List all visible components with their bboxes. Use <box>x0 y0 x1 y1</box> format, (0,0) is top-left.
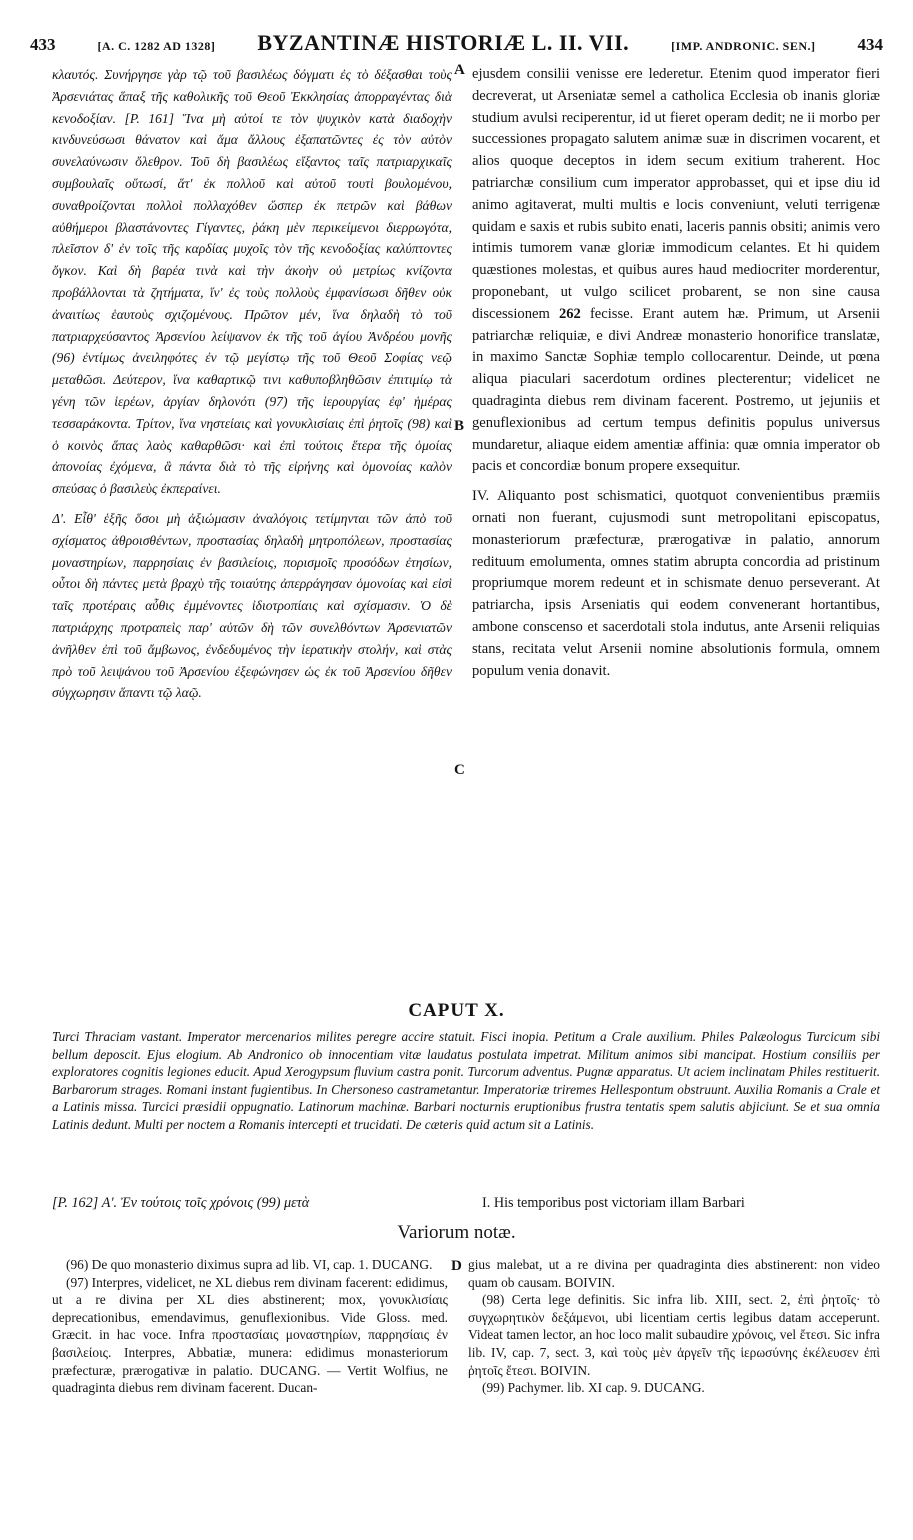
notes-heading: Variorum notæ. <box>397 1222 516 1243</box>
chapter-summary: Turci Thraciam vastant. Imperator mercenarios milites peregre accire statuit. Fisci inopia. Petitum a Crale auxilium. Philes Palæologus Turcicum sibi bellum deposcit. Ejus elogium. Ab Andronico ob innocentiam vitæ laudatus postulata impetrat. Militum animos sibi mancipat. Hostium consiliis per exploratores cognitis legiones educit. Apud Xerogypsum fluvium castra ponit. Turcorum adventus. Pugnæ apparatus. Ut aciem inclinatam Philes restituerit. Barbarorum strages. Romani instant fugientibus. In Chersoneso castrametantur. Imperatoriæ triremes Hellespontum obstruunt. Auxilia Romanis a Crale et a Latinis missa. Turcici præsidii oppugnatio. Latinorum machinæ. Barbari nocturnis eruptionibus frustra tentatis spem salutis abjiciunt. Se et sua omnia Latinis dedunt. Multi per noctem a Romanis intercepti et trucidati. De cæteris quid actum sit a Latinis. <box>52 1029 880 1132</box>
notes-right-column <box>468 1256 880 1397</box>
emperor-tag: [IMP. ANDRONIC. SEN.] <box>671 39 816 53</box>
note-97: (97) Interpres, videlicet, ne XL diebus rem divinam facerent: edidimus, ut a re divina per XL dies abstinerent; mox, γονυκλισίαις deprecationibus, emendavimus, genuflexionibus. Vide Gloss. med. Græcit. in hac voce. Infra προστασίαις μοναστηρίων, παρρησίαις ἐν βασιλείοις. Interpres, Abbatiæ, munera: edidimus monasteriorum præfecturæ, prærogativæ in palatio. DUCANG. — Vertit Wolfius, ne quadraginta diebus rem divinam facerent. Ducan- <box>52 1274 448 1396</box>
note-97-continued: gius malebat, ut a re divina per quadraginta dies abstinerent: non video quam ob causam. BOIVIN. <box>468 1257 880 1290</box>
greek-paragraph-2: Δ'. Εἶθ' ἑξῆς ὅσοι μὴ ἀξιώμασιν ἀναλόγοις τετίμηνται τῶν ἀπὸ τοῦ σχίσματος ἀθροισθέντων, προστασίας δηλαδὴ μητροπόλεων, προστασίας μοναστηρίων, παρρησίαις ἐν βασιλείοις, πορισμοῖς προσόδων ἐτησίων, οὗτοι δὴ πάντες μετὰ βραχὺ τῆς τοιαύτης ἀπερράγησαν ὁμονοίας καὶ εἰσὶ ταῖς προτέραις αὖθις ἐμμένοντες ἰδιοτροπίαις καὶ σχίσμασιν. Ὁ δὲ πατριάρχης προτραπεὶς παρ' αὐτῶν δὴ τῶν συνελθόντων Ἀρσενιατῶν ἀνῆλθεν ἐπὶ τοῦ ἄμβωνος, ἐνδεδυμένος τὴν ἱερατικὴν στολήν, καὶ στὰς πρὸ τοῦ λειψάνου τοῦ Ἀρσενίου ἐξεφώνησεν ὡς ἐκ τοῦ Ἀρσενίου δῆθεν σύγχωρησιν ἅπαντι τῷ λαῷ. <box>52 510 452 701</box>
running-title: BYZANTINÆ HISTORIÆ L. II. VII. <box>257 30 630 55</box>
page-marker: 262 <box>558 305 581 322</box>
note-99: (99) Pachymer. lib. XI cap. 9. DUCANG. <box>482 1380 705 1396</box>
margin-marker-c: C <box>454 762 465 778</box>
note-98: (98) Certa lege definitis. Sic infra lib. XIII, sect. 2, ἐπὶ ῥητοῖς· τὸ συγχωρητικὸν δεξάμενοι, ubi licentiam certis legibus datam acceperunt. Videat tamen lector, an hoc loco malit subaudire χρόνοις, vel ἔτεσι. Sic infra lib. IV, cap. 7, sect. 3, καὶ τοὺς μὲν ἀργεῖν τῆς ἱερωσύνης ἐκέλευσεν ἐπὶ ῥητοῖς ἔτεσι. BOIVIN. <box>468 1292 880 1378</box>
date-range: [A. C. 1282 AD 1328] <box>97 39 216 53</box>
latin-paragraph-2: IV. Aliquanto post schismatici, quotquot convenientibus præmiis ornati non fuerant, cujusmodi sunt metropolitani episcopatus, monasteriorum præfecturæ, prærogativæ in palatio, annorum redituum emolumenta, omnes statim abrupta concordia ad pristinum propriumque morem redeunt et in schismate denuo perseverant. At patriarcha, ipsis Arseniatis qui eodem convenerant hortantibus, ambone conscenso et sacerdotali stola indutus, ante Arsenii reliquias stans, recitata velut Arsenii nomine absolutionis formula, omnem populum venia donavit. <box>472 488 880 679</box>
page-number-right: 434 <box>857 35 883 54</box>
running-header <box>30 30 883 60</box>
margin-marker-d: D <box>451 1258 462 1274</box>
latin-paragraph-1b: fecisse. Erant autem hæ. Primum, ut Arsenii patriarchæ reliquiæ, e divi Andreæ monasterio honorifice translatæ, in maximo Sanctæ Sophiæ templo collocarentur. Deinde, ut pœna aliqua piaculari sacerdotum ordines plecterentur; videlicet ne quadraginta diebus rem divinam facerent. Postremo, ut jejuniis et genuflexionibus ad certum tempus definitis populus universus mundaretur, aliaque eidem amentiæ affinia: quæ omnia imperator ob pacis et concordiæ bonum propere exsequitur. <box>472 305 880 475</box>
chapter-heading: CAPUT X. <box>408 1000 505 1021</box>
latin-paragraph-1 <box>472 64 880 478</box>
note-96: (96) De quo monasterio diximus supra ad lib. VI, cap. 1. DUCANG. <box>66 1257 433 1272</box>
greek-paragraph-1: κλαυτός. Συνήργησε γὰρ τῷ τοῦ βασιλέως δόγματι ἐς τὸ δέξασθαι τοὺς Ἀρσενιάτας ἅπαξ τῆς καθολικῆς τοῦ Θεοῦ Ἐκκλησίας ἀπορραγέντας διὰ κενοδοξίαν. [P. 161] Ἵνα μὴ αὐτοί τε τὸν ψυχικὸν κατὰ διαδοχὴν κινδυνεύσωσι θάνατον καὶ ἅμα ἄλλους ἐξαπατῶντες ἐς τὸν αὐτὸν συνελαύνωσιν ὄλεθρον. Τοῦ δὴ βασιλέως εἴξαντος ταῖς πατριαρχικαῖς συμβουλαῖς οὕτωσί, ἅτ' ἐκ πολλοῦ καὶ αὐτοῦ τουτὶ βουλομένου, συναθροίζονται πολλοὶ πολλαχόθεν ὥσπερ ἐκ πετρῶν καὶ βάθων αὐθήμεροι βλαστάνοντες Γίγαντες, ῥάκη μὲν περικείμενοι διερρωγότα, πλεῖστον δ' ἐν τοῖς τῆς καρδίας μυχοῖς τὸν τῆς κενοδοξίας καλύπτοντες ὄγκον. Καὶ δὴ βαρέα τινὰ καὶ τὴν ἀκοὴν οὐ μετρίως κνίζοντα προβάλλονται τὰ ζητήματα, ἵν' ἐς τοὺς πολλοὺς ἐμφανίσωσι δῆθεν οὐκ ἀναιτίως ἑαυτοὺς σχιζομένους. Πρῶτον μέν, ἵνα δηλαδὴ τὸ τοῦ πατριαρχεύσαντος Ἀρσενίου λείψανον ἐκ τῆς τοῦ ἁγίου Ἀνδρέου μονῆς (96) ἐντίμως ἀνειληφότες ἐν τῷ μεγίστῳ τῆς τοῦ Θεοῦ Σοφίας νεῷ μεταθῶσι. Δεύτερον, ἵνα καθαρτικῷ τινι καθυποβληθῶσιν ἐπιτιμίῳ τὰ γένη τῶν ἱερέων, ἀργίαν δηλονότι (97) τῆς ἱερουργίας ἐφ' ἡμέρας τεσσαράκοντα. Τρίτον, ἵνα νηστείαις καὶ γονυκλισίαις ἐπὶ ῥητοῖς (98) καὶ ὁ κοινὸς ἅπας λαὸς καθαρθῶσι· καὶ ἐπὶ τούτοις ἕτερα τῆς ὁμοίας ἀπονοίας ἐχόμενα, ἃ πάντα διὰ τὸ τῆς εἰρήνης καὶ ὁμονοίας καλὸν σπεύσας ὁ βασιλεὺς ἐκπεραίνει. <box>52 67 452 497</box>
latin-chapter-start: I. His temporibus post victoriam illam Barbari <box>482 1195 745 1211</box>
page-number-left: 433 <box>30 35 56 54</box>
latin-column <box>472 64 880 990</box>
greek-chapter-start: [P. 162] Α'. Ἐν τούτοις τοῖς χρόνοις (99) μετὰ <box>52 1195 310 1211</box>
latin-paragraph-1a: ejusdem consilii venisse ere lederetur. Etenim quod imperator fieri decreverat, ut Arseniatæ semel a catholica Ecclesia ob inanis gloriæ studium avulsi reciperentur, id ut fieret operam dedit; ne ii morbo per successiones propagato salutem animæ suæ in discrimen vocarent, et alios quoque deceptos in idem secum exitium traherent. Hoc patriarchæ consilium cum imperator approbasset, qui et ipse diu id animo agitaverat, multi multis e locis conveniunt, veluti terrigenæ quidam e saxis et rubis subito enati, laceris pannis obsiti; animis vero intimis tumorem vanæ gloriæ immodicum celantes. Et hi quidem quæstiones molestas, et quibus aures haud mediocriter morderentur, proponebant, ut vulgo scilicet probarent, se non sine causa discessionem <box>472 66 880 322</box>
notes-left-column <box>52 1256 448 1397</box>
margin-marker-a: A <box>454 62 465 78</box>
margin-marker-b: B <box>454 418 465 434</box>
greek-column <box>52 64 452 990</box>
